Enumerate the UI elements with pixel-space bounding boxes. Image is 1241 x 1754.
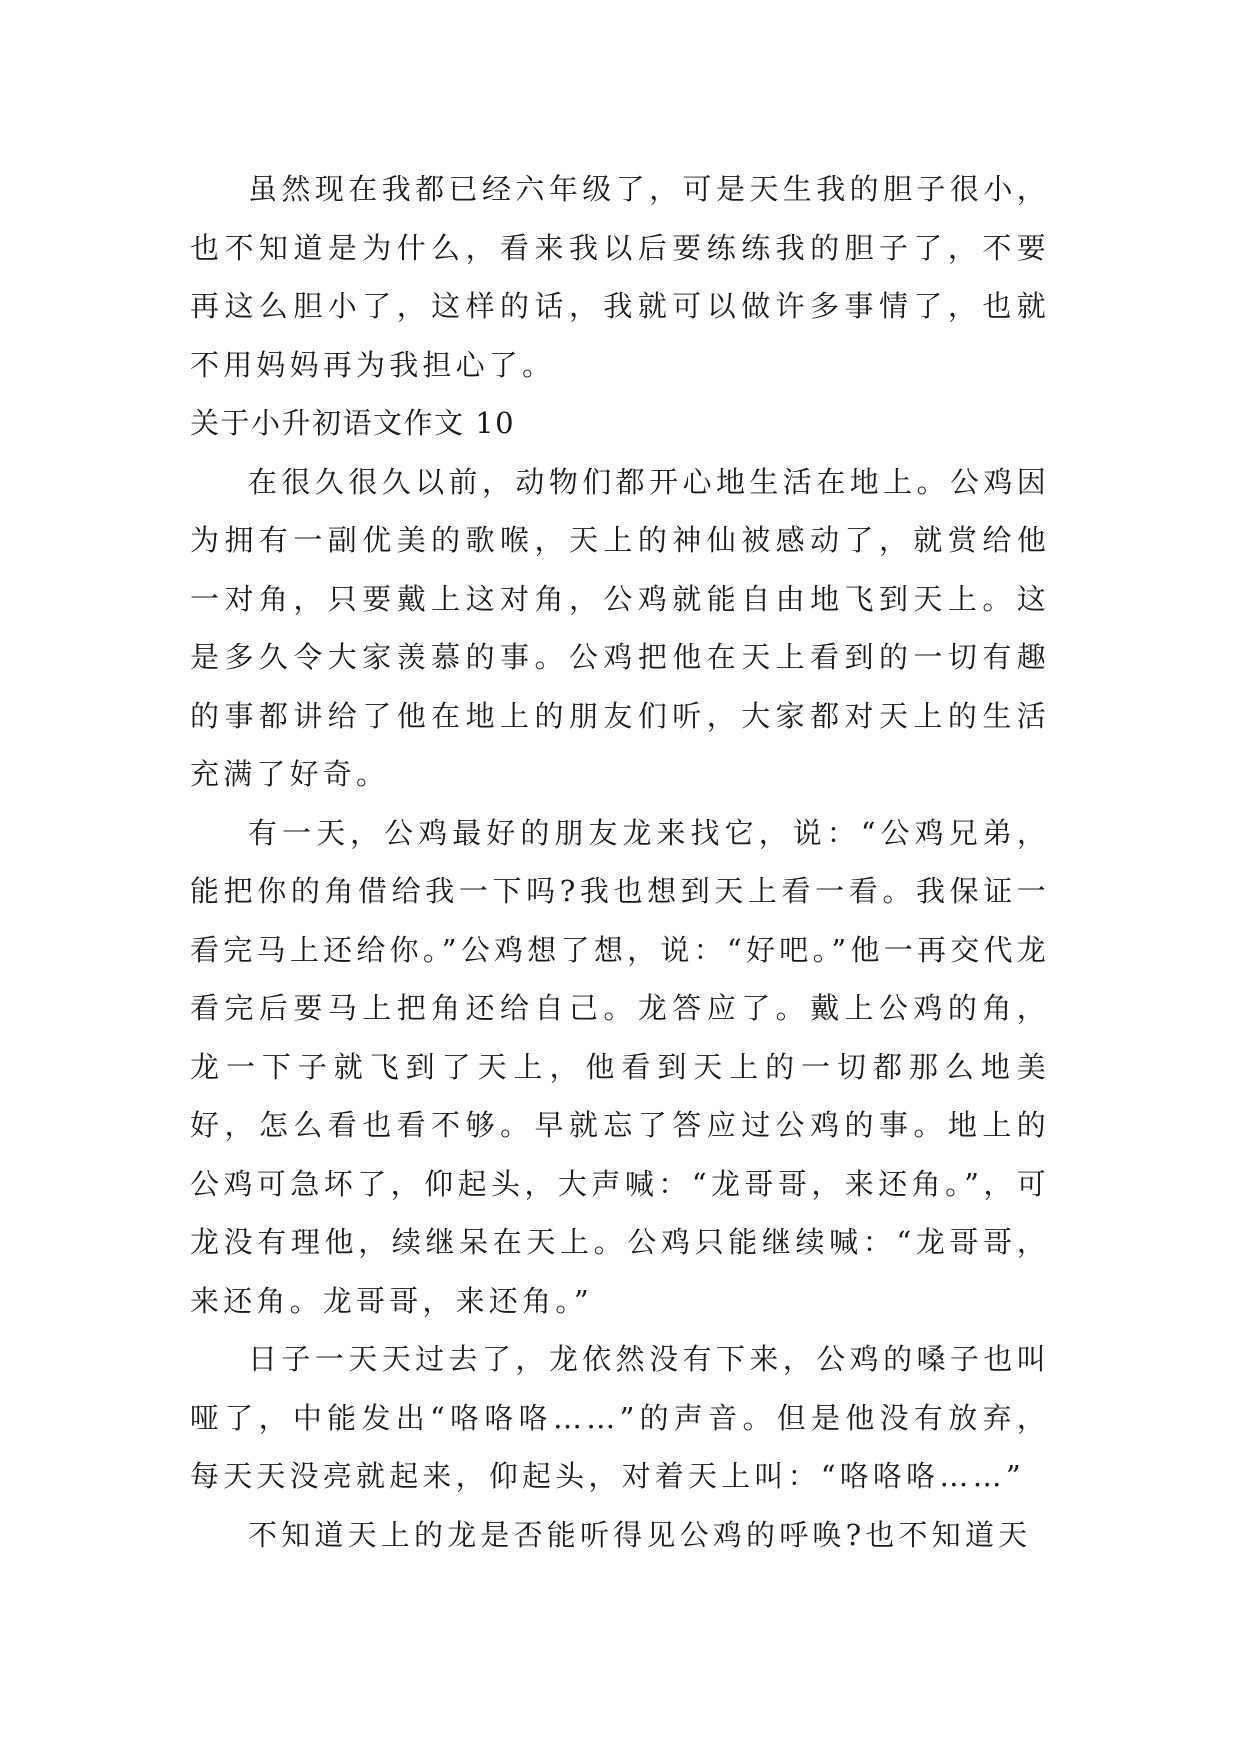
paragraph-2: 有一天，公鸡最好的朋友龙来找它，说：“公鸡兄弟，能把你的角借给我一下吗?我也想到天上看一看。我保证一看完马上还给你。”公鸡想了想，说：“好吧。”他一再交代龙看完后要马上把角还给自己。龙答应了。戴上公鸡的角，龙一下子就飞到了天上，他看到天上的一切都那么地美好，怎么看也看不够。早就忘了答应过公鸡的事。地上的公鸡可急坏了，仰起头，大声喊：“龙哥哥，来还角。”，可龙没有理他，续继呆在天上。公鸡只能继续喊：“龙哥哥，来还角。龙哥哥，来还角。” [190, 815, 1050, 1318]
paragraph-4: 不知道天上的龙是否能听得见公鸡的呼唤?也不知道天 [248, 1517, 1032, 1552]
document-body [190, 160, 1050, 1564]
section-heading: 关于小升初语文作文 10 [190, 406, 516, 440]
paragraph-1: 在很久很久以前，动物们都开心地生活在地上。公鸡因为拥有一副优美的歌喉，天上的神仙被感动了，就赏给他一对角，只要戴上这对角，公鸡就能自由地飞到天上。这是多久令大家羡慕的事。公鸡把他在天上看到的一切有趣的事都讲给了他在地上的朋友们听，大家都对天上的生活充满了好奇。 [190, 464, 1050, 791]
paragraph-intro: 虽然现在我都已经六年级了，可是天生我的胆子很小，也不知道是为什么，看来我以后要练练我的胆子了，不要再这么胆小了，这样的话，我就可以做许多事情了，也就不用妈妈再为我担心了。 [190, 172, 1050, 382]
paragraph-3: 日子一天天过去了，龙依然没有下来，公鸡的嗓子也叫哑了，中能发出“咯咯咯……”的声音。但是他没有放弃，每天天没亮就起来，仰起头，对着天上叫：“咯咯咯……” [190, 1342, 1050, 1493]
